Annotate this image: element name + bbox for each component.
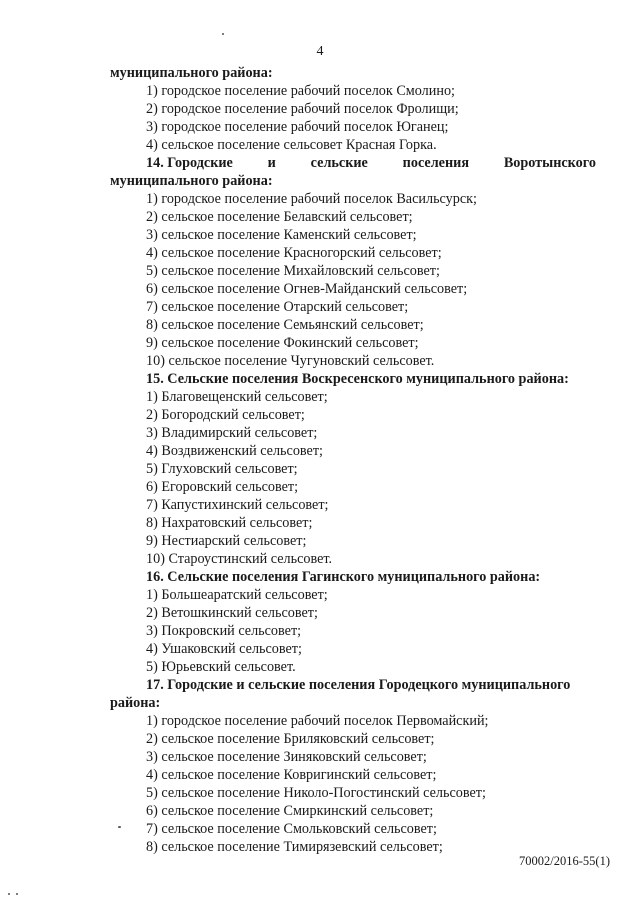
list-item: 2) сельское поселение Бриляковский сельсовет;: [146, 731, 435, 747]
list-item: 4) сельское поселение Ковригинский сельсовет;: [146, 767, 437, 783]
list-item: 7) Капустихинский сельсовет;: [146, 497, 329, 513]
list-item: 9) Нестиарский сельсовет;: [146, 533, 307, 549]
list-item: 2) Богородский сельсовет;: [146, 407, 305, 423]
heading-word: поселения: [402, 155, 469, 171]
document-code: 70002/2016-55(1): [519, 854, 610, 868]
section-heading-continuation: муниципального района:: [110, 173, 273, 189]
document-body: [110, 64, 596, 856]
list-item: 5) Глуховский сельсовет;: [146, 461, 298, 477]
list-item: 2) городское поселение рабочий поселок Фролищи;: [146, 101, 459, 117]
scan-speck: [222, 33, 224, 35]
list-item: 4) Ушаковский сельсовет;: [146, 641, 302, 657]
list-item: 5) сельское поселение Михайловский сельсовет;: [146, 263, 440, 279]
list-item: 3) Владимирский сельсовет;: [146, 425, 318, 441]
section-13-continuation: [110, 64, 596, 154]
section-heading: 17. Городские и сельские поселения Городецкого муниципального: [146, 677, 571, 693]
list-item: 1) Большеаратский сельсовет;: [146, 587, 328, 603]
list-item: 3) сельское поселение Каменский сельсовет;: [146, 227, 417, 243]
list-item: 1) городское поселение рабочий поселок Васильсурск;: [146, 191, 477, 207]
list-item: 10) Староустинский сельсовет.: [146, 551, 333, 567]
list-item: 4) сельское поселение сельсовет Красная Горка.: [146, 137, 437, 153]
sections-14-17-list: [110, 172, 596, 856]
scan-speck: [118, 826, 121, 828]
list-item: 6) сельское поселение Огнев-Майданский сельсовет;: [146, 281, 468, 297]
scan-speck: [8, 893, 10, 895]
heading-word: 14. Городские: [146, 155, 233, 171]
list-item: 7) сельское поселение Смольковский сельсовет;: [146, 821, 437, 837]
list-item: 4) сельское поселение Красногорский сельсовет;: [146, 245, 442, 261]
list-item: 8) сельское поселение Семьянский сельсовет;: [146, 317, 424, 333]
scan-speck: [16, 893, 18, 895]
list-item: 2) сельское поселение Белавский сельсовет;: [146, 209, 413, 225]
section-heading-continuation: района:: [110, 695, 161, 711]
list-item: 7) сельское поселение Отарский сельсовет;: [146, 299, 409, 315]
list-item: 5) Юрьевский сельсовет.: [146, 659, 296, 675]
list-item: 1) городское поселение рабочий поселок Смолино;: [146, 83, 455, 99]
section-heading-continuation: муниципального района:: [110, 65, 273, 81]
list-item: 4) Воздвиженский сельсовет;: [146, 443, 323, 459]
section-heading: 16. Сельские поселения Гагинского муниципального района:: [146, 569, 541, 585]
heading-word: сельские: [310, 155, 368, 171]
list-item: 10) сельское поселение Чугуновский сельсовет.: [146, 353, 435, 369]
list-item: 3) сельское поселение Зиняковский сельсовет;: [146, 749, 427, 765]
list-item: 1) Благовещенский сельсовет;: [146, 389, 328, 405]
section-heading: 15. Сельские поселения Воскресенского муниципального района:: [146, 371, 569, 387]
list-item: 3) Покровский сельсовет;: [146, 623, 302, 639]
list-item: 6) Егоровский сельсовет;: [146, 479, 299, 495]
list-item: 5) сельское поселение Николо-Погостинский сельсовет;: [146, 785, 486, 801]
list-item: 9) сельское поселение Фокинский сельсовет;: [146, 335, 419, 351]
list-item: 8) Нахратовский сельсовет;: [146, 515, 313, 531]
list-item: 2) Ветошкинский сельсовет;: [146, 605, 318, 621]
page-number: 4: [316, 44, 324, 59]
heading-word: и: [267, 155, 276, 171]
heading-word: Воротынского: [503, 155, 596, 171]
list-item: 8) сельское поселение Тимирязевский сельсовет;: [146, 839, 443, 855]
list-item: 3) городское поселение рабочий поселок Юганец;: [146, 119, 449, 135]
list-item: 6) сельское поселение Смиркинский сельсовет;: [146, 803, 434, 819]
list-item: 1) городское поселение рабочий поселок Первомайский;: [146, 713, 489, 729]
section-14-heading: [110, 154, 596, 172]
